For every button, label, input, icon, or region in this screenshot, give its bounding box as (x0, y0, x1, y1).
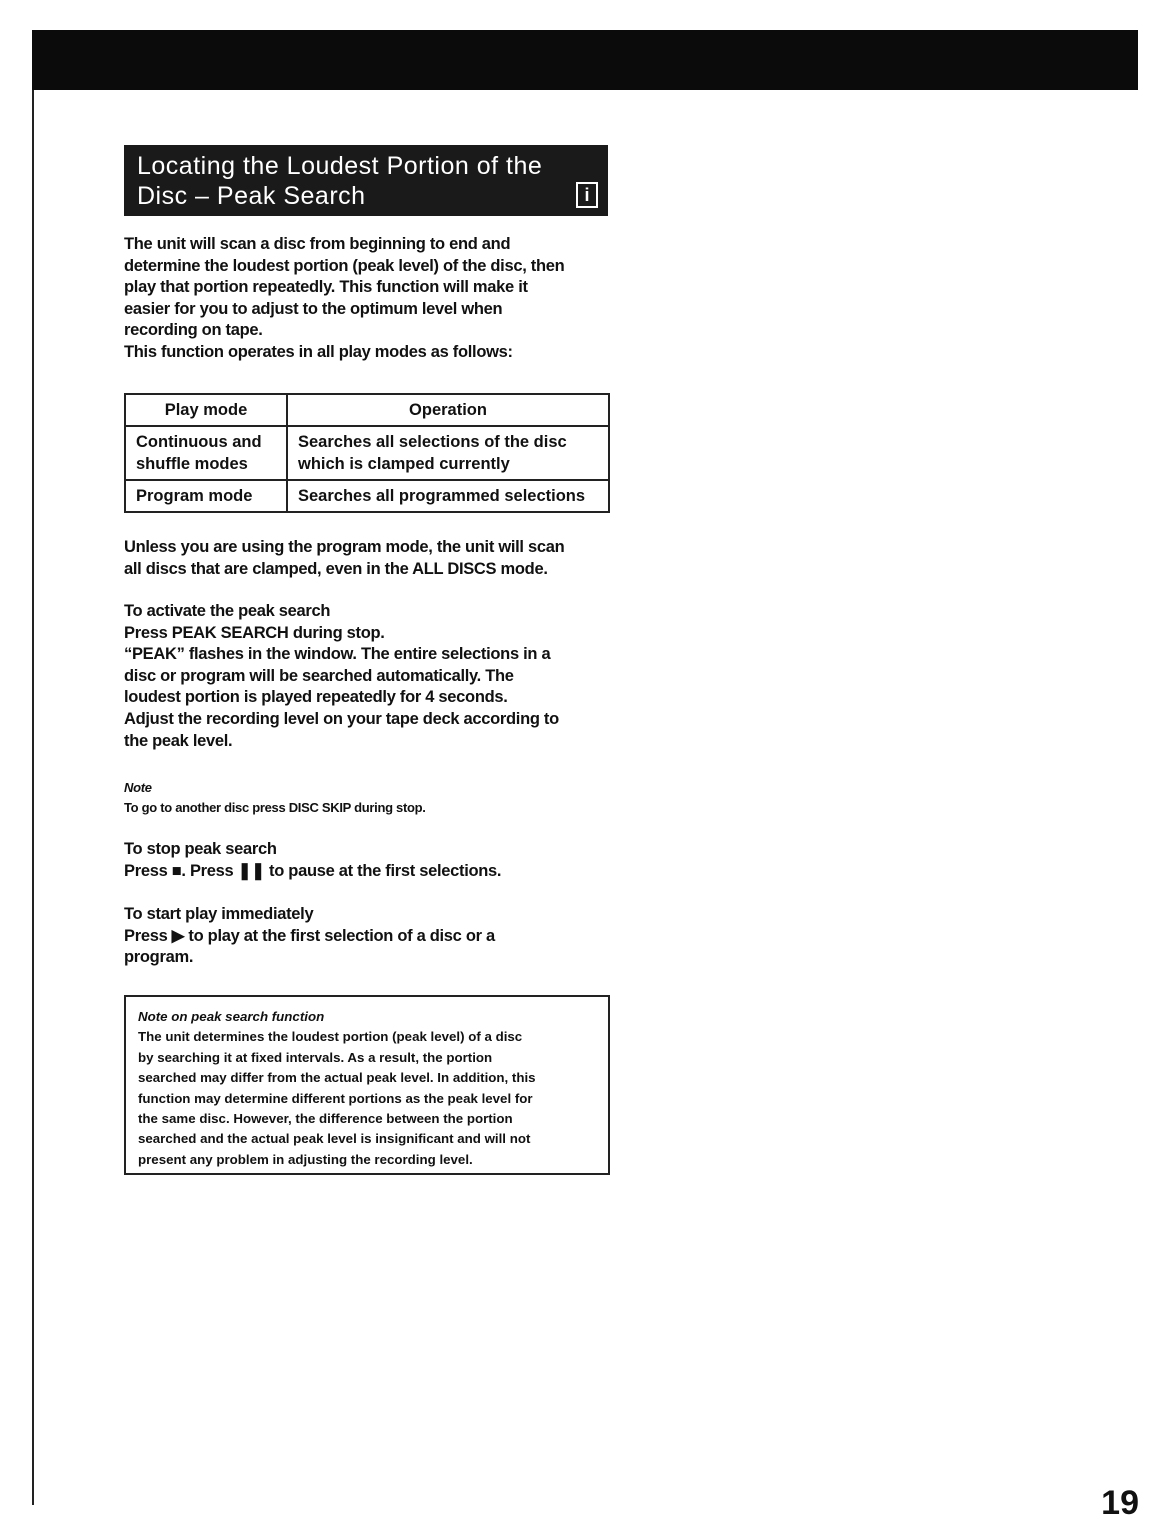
text-line: Press ▶ to play at the first selection of a disc or a (124, 926, 495, 945)
play-mode-table (124, 393, 610, 513)
start-section (124, 904, 614, 969)
text-line: loudest portion is played repeatedly for 4 seconds. (124, 688, 508, 707)
text-line: play that portion repeatedly. This function will make it (124, 278, 528, 297)
table-row (125, 426, 609, 480)
text-line: disc or program will be searched automatically. The (124, 666, 514, 685)
text-line: program. (124, 948, 194, 967)
column-header: Play mode (125, 394, 287, 426)
table-cell: Searches all programmed selections (287, 480, 609, 512)
activate-heading: To activate the peak search (124, 602, 331, 620)
column-header: Operation (287, 394, 609, 426)
text-line: Unless you are using the program mode, the unit will scan (124, 538, 565, 556)
stop-text: Press ■. Press ❚❚ to pause at the first selections. (124, 861, 502, 880)
text-line: searched and the actual peak level is insignificant and will not (138, 1131, 531, 1147)
header-bar (32, 30, 1138, 90)
stop-heading: To stop peak search (124, 840, 277, 858)
start-heading: To start play immediately (124, 905, 314, 923)
text-line: present any problem in adjusting the recording level. (138, 1151, 473, 1167)
text-line: the same disc. However, the difference between the portion (138, 1111, 513, 1127)
text-line: recording on tape. (124, 321, 263, 340)
text-line: function may determine different portions as the peak level for (138, 1090, 533, 1106)
text-line: easier for you to adjust to the optimum level when (124, 299, 503, 318)
text-line: The unit determines the loudest portion (peak level) of a disc (138, 1029, 523, 1045)
book-icon: i (576, 182, 598, 208)
table-cell: Continuous and shuffle modes (125, 426, 287, 480)
text-line: by searching it at fixed intervals. As a result, the portion (138, 1049, 493, 1065)
table-cell: Searches all selections of the disc which is clamped currently (287, 426, 609, 480)
section-title: Locating the Loudest Portion of the Disc – Peak Search (137, 152, 543, 210)
text-line: “PEAK” flashes in the window. The entire selections in a (124, 645, 551, 664)
table-row (125, 480, 609, 512)
note-box-heading: Note on peak search function (138, 1009, 325, 1024)
table-cell: Program mode (125, 480, 287, 512)
section-title-box (124, 145, 608, 216)
text-line: determine the loudest portion (peak level) of the disc, then (124, 256, 565, 275)
page-number: 19 (1101, 1484, 1139, 1522)
peak-search-note-box (124, 995, 610, 1175)
stop-section (124, 839, 614, 882)
text-line: This function operates in all play modes as follows: (124, 342, 513, 361)
page-margin-rule (32, 90, 34, 1505)
unless-paragraph (124, 537, 614, 580)
intro-paragraph (124, 234, 614, 364)
activate-section (124, 601, 614, 752)
text-line: all discs that are clamped, even in the ALL DISCS mode. (124, 559, 548, 578)
text-line: Press PEAK SEARCH during stop. (124, 623, 385, 642)
note-text: To go to another disc press DISC SKIP during stop. (124, 800, 426, 815)
text-line: the peak level. (124, 731, 233, 750)
note-heading: Note (124, 780, 152, 795)
note-section (124, 778, 614, 818)
text-line: searched may differ from the actual peak level. In addition, this (138, 1070, 536, 1086)
table-header-row (125, 394, 609, 426)
text-line: The unit will scan a disc from beginning to end and (124, 235, 511, 253)
text-line: Adjust the recording level on your tape deck according to (124, 709, 559, 728)
